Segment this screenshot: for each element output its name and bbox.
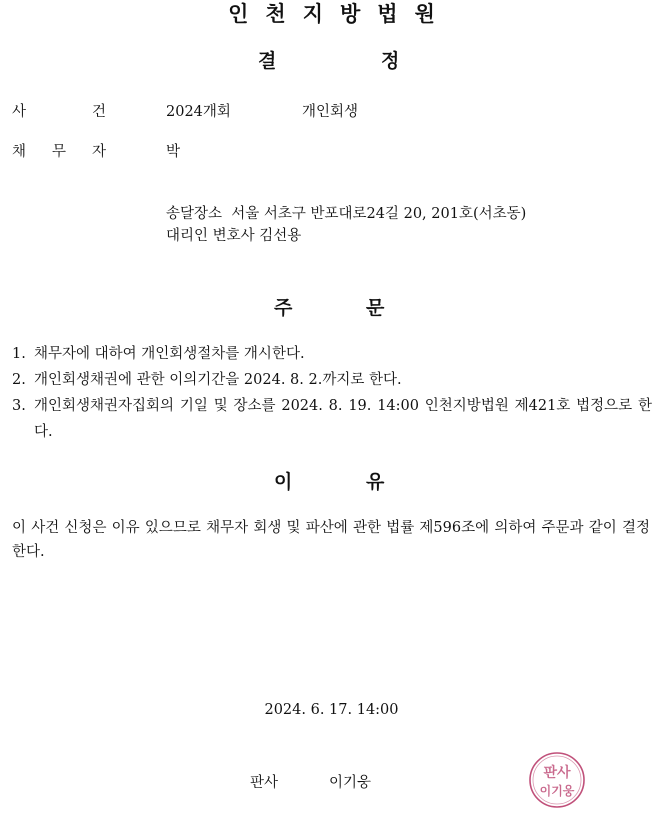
court-name: 인천지방법원 — [228, 2, 452, 26]
order-item-text: 개인회생채권자집회의 기일 및 장소를 2024. 8. 19. 14:00 인천지방법원 제421호 법정으로 한다. — [34, 398, 652, 440]
seal-text-top: 판사 — [543, 765, 571, 781]
judge-title: 판사 — [250, 775, 279, 791]
decision-date: 2024. 6. 17. 14:00 — [264, 702, 399, 718]
debtor-name: 박 — [166, 144, 181, 160]
case-type: 개인회생 — [302, 104, 359, 120]
debtor-label-a: 채 — [12, 144, 27, 160]
order-heading-left: 주 — [274, 297, 293, 319]
order-list — [12, 341, 652, 445]
seal-text-bottom: 이기웅 — [539, 784, 575, 798]
order-item — [12, 341, 652, 367]
case-number: 2024개회 — [166, 104, 231, 120]
order-item-text: 채무자에 대하여 개인회생절차를 개시한다. — [34, 346, 305, 362]
debtor-label-c: 자 — [92, 144, 107, 160]
order-heading-right: 문 — [366, 297, 385, 319]
case-label-a: 사 — [12, 104, 27, 120]
order-item — [12, 393, 652, 445]
agent: 대리인 변호사 김선용 — [166, 228, 302, 244]
order-item-number: 1. — [12, 346, 26, 362]
doc-type-right: 정 — [381, 50, 400, 72]
doc-type-left: 결 — [258, 50, 277, 72]
case-label-b: 건 — [92, 104, 107, 120]
reason-heading-left: 이 — [274, 471, 293, 493]
reason-text: 이 사건 신청은 이유 있으므로 채무자 회생 및 파산에 관한 법률 제596조에 의하여 주문과 같이 결정한다. — [12, 520, 650, 560]
reason-heading-right: 유 — [366, 471, 385, 493]
order-item-number: 3. — [12, 398, 26, 414]
service-address: 송달장소 서울 서초구 반포대로24길 20, 201호(서초동) — [166, 206, 527, 222]
judge-name: 이기웅 — [329, 775, 372, 791]
judge-seal — [527, 750, 587, 810]
order-item — [12, 367, 652, 393]
order-item-number: 2. — [12, 372, 26, 388]
debtor-label-b: 무 — [52, 144, 67, 160]
order-item-text: 개인회생채권에 관한 이의기간을 2024. 8. 2.까지로 한다. — [34, 372, 402, 388]
